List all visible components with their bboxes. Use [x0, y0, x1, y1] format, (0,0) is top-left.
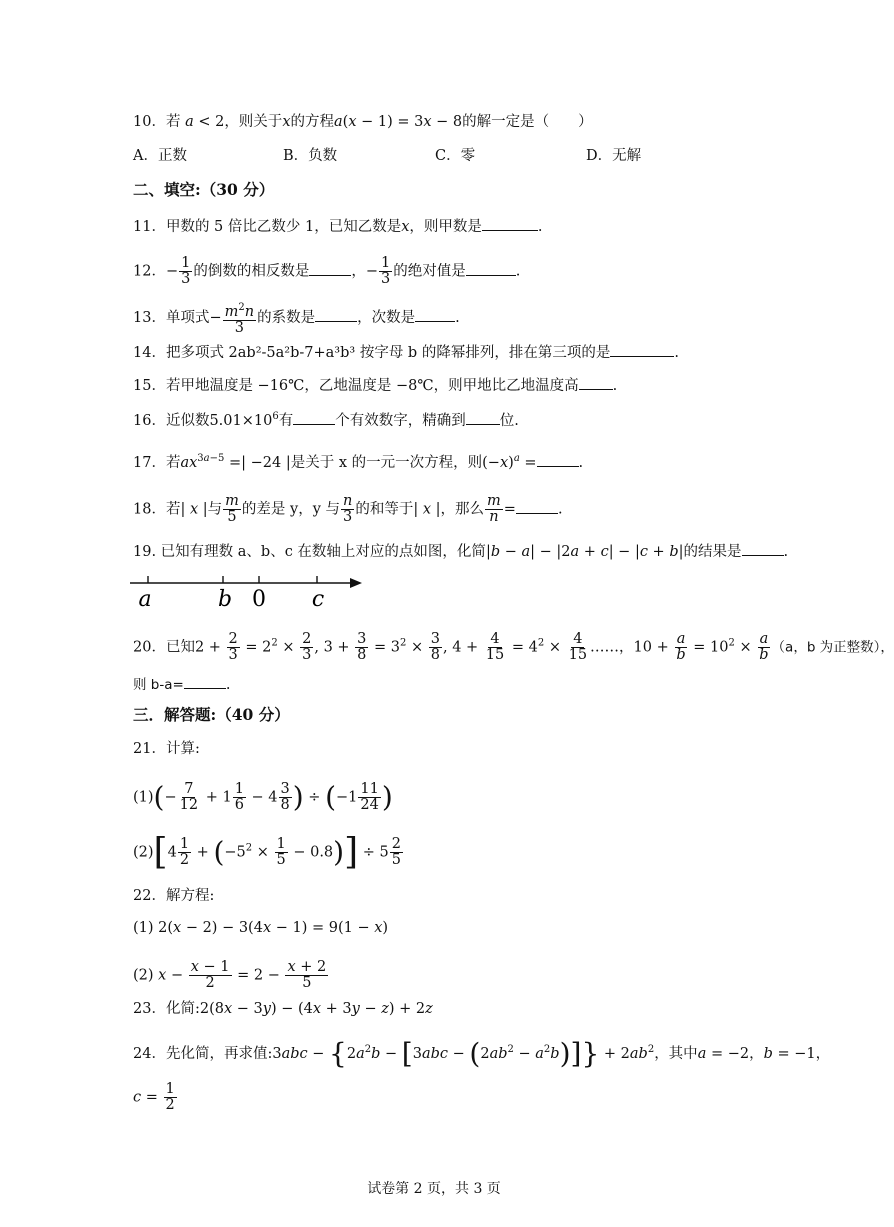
q23: 23．化简:2(8x − 3y) − (4x + 3y − z) + 2z [133, 1001, 433, 1017]
q14: 14．把多项式 2ab²-5a²b-7+a³b³ 按字母 b 的降幂排列，排在第三项的是 . [133, 341, 679, 363]
page-footer: 试卷第 2 页，共 3 页 [367, 1181, 501, 1197]
q12: 12．− $\frac{1}{3}$ 的倒数的相反数是 ，− $\frac{1}{3}$ 的绝对值是 . [133, 255, 521, 287]
q22: 22．解方程: [133, 888, 215, 904]
q22-part1: (1) 2(x − 2) − 3(4x − 1) = 9(1 − x) [133, 920, 389, 936]
q20: 20．已知2 + $\frac{2}{3}$ = $2^2$ × $\frac{2}{3}$ , 3 + $\frac{3}{8}$ = $3^2$ × $\frac{3}{8}$ , 4 + $\frac{4}{15}$ = $4^2$ × $\frac{4}{15}$ ……，10 + $\frac{a}{b}$ = $10^2$ × $\frac{a}{b}$ （a，b 为正整数）， [133, 631, 894, 663]
q22-part2: (2) x − $\frac{x - 1}{2}$ = 2 − $\frac{x + 2}{5}$ [133, 959, 327, 991]
number-line [126, 570, 366, 612]
q10: 10．若 a < 2，则关于x的方程a(x − 1) = 3x − 8的解一定是（ ） [133, 114, 593, 130]
q21-part1: (1)(− $\frac{7}{12}$ + 1 $\frac{1}{6}$ − 4 $\frac{3}{8}$ ) ÷ (−1 $\frac{11}{24}$ ) [133, 780, 393, 814]
label-b: b [217, 587, 233, 612]
q15: 15．若甲地温度是 −16℃，乙地温度是 −8℃，则甲地比乙地温度高 . [133, 374, 617, 396]
q19: 19. 已知有理数 a、b、c 在数轴上对应的点如图，化简|b − a| − |2a + c| − |c + b|的结果是 . [133, 540, 788, 562]
section-3-title: 三．解答题:（40 分） [133, 705, 290, 724]
option-a: A．正数 [133, 148, 187, 164]
label-c: c [311, 587, 325, 612]
q20-line2: 则 b-a= . [133, 673, 230, 695]
q11: 11．甲数的 5 倍比乙数少 1，已知乙数是x，则甲数是 . [133, 215, 543, 237]
q16: 16．近似数$5.01\times 10^6$有 个有效数字，精确到 位. [133, 407, 519, 431]
q18: 18．若| x |与 $\frac{m}{5}$ 的差是 y，y 与 $\frac{n}{3}$ 的和等于| x |，那么 $\frac{m}{n}$ = . [133, 493, 563, 525]
option-d: D．无解 [586, 148, 642, 164]
q17: 17．若$ax^{3a-5}$ =| −24 |是关于 x 的一元一次方程，则$(-x)^a$ = . [133, 449, 583, 473]
label-0: 0 [252, 587, 266, 612]
q13: 13．单项式− $\frac{m^2n}{3}$ 的系数是 ，次数是 . [133, 302, 460, 336]
label-a: a [138, 587, 152, 612]
q24-c-value: c = $\frac{1}{2}$ [133, 1081, 175, 1113]
q24: 24．先化简，再求值:3abc − $\{2a^2b - [3abc - (2ab^2 - a^2b)]\} + 2ab^2$，其中a = −2，b = −1， [133, 1036, 831, 1070]
q21: 21．计算: [133, 741, 200, 757]
section-2-title: 二、填空:（30 分） [133, 180, 275, 199]
option-c: C．零 [435, 148, 476, 164]
q10-options [133, 146, 753, 166]
q21-part2: (2)[4 $\frac{1}{2}$ + ($-5^2$ × $\frac{1}{5}$ − 0.8)] ÷ 5 $\frac{2}{5}$ [133, 831, 401, 873]
option-b: B．负数 [283, 148, 338, 164]
